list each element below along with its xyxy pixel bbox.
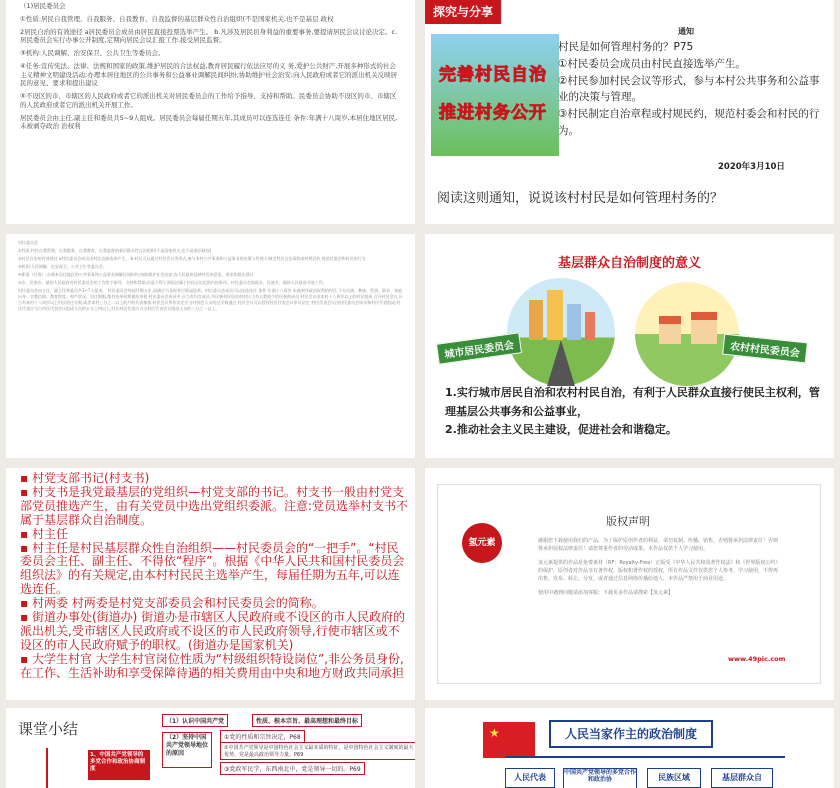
slide3-paragraph: ③机构:人民调解、治安保卫、公共卫生等委员会。 [18, 264, 107, 269]
slide3-paragraph: ⑤乡、民族乡、镇的人民政府对村民委员会的工作给予指导、支持和帮助,但是不得干预依法属于村民自治范围内的事项。村民委员会协助乡、民族乡、镇的人民政府开展工作。 [18, 280, 327, 285]
system-box: 民族区域 [647, 768, 701, 788]
site-link[interactable]: www.49pic.com [728, 655, 786, 663]
copyright-body [538, 537, 778, 603]
summary-item: ③党政军民学，东西南北中，党是领导一切的。P69 [220, 762, 365, 775]
notice-panel [558, 24, 834, 172]
star-icon: ★ [489, 726, 500, 740]
explore-share-tag: 探究与分享 [425, 0, 501, 24]
summary-item: （1）认识中国共产党 [162, 714, 228, 727]
summary-main-box: 1、中国共产党领导的多党合作和政治协商制度 [88, 750, 150, 780]
role-line: ▪ 村主任是村民基层群众性自治组织——村民委员会的“一把手”。“村民委员会主任、副主任、不得依“程序”。根据《中华人民共和国村民委员会组织法》的有关规定,由本村村民民主选举产生，每届任期为五年,可以连选连任。 [20, 540, 405, 597]
slide3-text [6, 234, 415, 312]
summary-connector [46, 748, 48, 788]
slide-political-system[interactable] [425, 708, 834, 788]
slide1-paragraph: ⑤不设区的市、市辖区的人民政府或者它的派出机关对居民委员会的工作给予指导、支持和帮助。民委员会协助不设区的市、市辖区的人民政府或者它的派出机关开展工作。 [20, 92, 397, 109]
banner-line: 完善村民自治 [439, 65, 547, 85]
slide-residents-committee[interactable] [6, 0, 415, 224]
role-line: ▪ 村主任 [20, 526, 68, 541]
copyright-paragraph: 氢元素提供的作品是免费素材（RF：Royalty-Free）正版受《中华人民共和国著作权法》和《世界版权公约》的保护，原创者对作品享有著作权。版权和著作权的授权，所有作品文件仅供您个人参考、学习使用，不得再出售、发布、转让、分发、或者通过信息网络传播给他人，本作品严禁用于商业用途。 [538, 560, 779, 582]
slide-village-roles[interactable] [6, 468, 415, 700]
flag-image [483, 722, 535, 758]
slide3-paragraph: ①性质:村民自我管理、自我服务、自我教育、自我监督的基层群众性自治组织(不是国家机关,也不是基层政权) [18, 248, 212, 253]
slide1-paragraph: 居民委员会由主任,副主任和委员共5~9人组成。居民委员会每届任期五年,其成员可以连选连任 条件:年满十八周岁,本居住地区居民,未被剥夺政治 治权利 [20, 113, 398, 131]
notice-line: ②村民参加村民会议等形式，参与本村公共事务和公益事业的决策与管理。 [558, 74, 820, 104]
slide3-paragraph: ④职务（任务）:办理本居住地区的公共事务和公益事业调解民间纠纷;协助维护社会治安;向人民政府反映村民的意见、要求和提出建议 [18, 272, 254, 277]
role-line: ▪ 村两委 村两委是村党支部委员会和村民委员会的简称。 [20, 596, 324, 611]
summary-item: ①党的性质和宗旨决定，P68 [220, 730, 305, 743]
city-illustration [507, 278, 615, 386]
slide1-paragraph: （1)居民委员会 [20, 2, 66, 10]
notice-header: 通知 [678, 27, 694, 36]
city-committee-ribbon: 城市居民委员会 [436, 332, 522, 364]
copyright-title: 版权声明 [606, 515, 650, 528]
village-banner-image [431, 34, 559, 156]
copyright-paragraph: 使用中遇到问题请添加客服：下载更多作品请搜索【氢元素】 [538, 590, 674, 596]
summary-item: ②中国共产党领导是中国特色社会主义最本质的特征，是中国特色社会主义制度的最大优势。党是最高政治领导力量。P69 [220, 742, 415, 760]
slide3-paragraph: 村民委员会由主任、副主任和委员共3~7人组成。 村民委员会每届任期五年,届满应当及时举行换届选举。村民委员会成员可以连选连任 条件:年满十八周岁 未被剥夺政治权利的村民,不分民族、种族、性别、职业、家庭出身、宗教信仰、教育程度、财产状况、居住期限,都有选举权和被选举权 村民委员会成员中,应当有妇女成员,多民族村民居住的村应当有人数较少的民族的成员 村民会议由本村十八周岁以上的村民组成 召开村民会议,应当有本村十八周岁以上村民的过半数,或者本村三分之二以上的户的代表参加,村民会议所作决定应当经到会人员的过半数通过 村民会议可以授权村民代表会议审议决定 村民代表会议由村民委员会成员和村民代表组成,村民代表应当占村民代表会议组成人员的五分之四以上,妇女村民代表应当占村民代表会议组成人员的三分之一以上。 [18, 288, 403, 311]
village-committee-ribbon: 农村村民委员会 [722, 334, 808, 364]
banner-line: 推进村务公开 [439, 103, 547, 123]
slide1-paragraph: ①性质:居民自我管理、自我服务、自我教育、自我监督的基层群众性自治组织(不是国家机关,也不是基层 政权 [20, 14, 334, 23]
slide-copyright[interactable] [425, 468, 834, 700]
slide4-title: 基层群众自治制度的意义 [557, 256, 701, 271]
notice-line: ①村民委员会成员由村民直接选举产生。 [558, 57, 746, 70]
role-line: ▪ 大学生村官 大学生村官岗位性质为“村级组织特设岗位”,非公务员身份,在工作、生活补助和享受保障待遇的相关费用由中央和地方财政共同承担 [20, 651, 405, 680]
notice-date: 2020年3月10日 [718, 162, 785, 172]
system-connector [505, 756, 785, 758]
notice-line: 村民是如何管理村务的？P75 [558, 41, 694, 53]
significance-point: 1.实行城市居民自治和农村村民自治，有利于人民群众直接行使民主权利，管理基层公共事务和公益事业， [445, 386, 820, 418]
summary-item: 性质、根本宗旨、最高理想和最终目标 [252, 714, 362, 727]
slide-grassroots-significance[interactable] [425, 234, 834, 458]
brand-badge: 氢元素 [462, 523, 502, 563]
slide-explore-share[interactable] [425, 0, 834, 224]
summary-item: （2）坚持中国共产党领导地位的原因 [162, 732, 212, 768]
role-line: ▪ 村党支部书记(村支书) [20, 471, 150, 485]
slide3-paragraph: 村民委员会 [18, 240, 38, 245]
slide1-paragraph: 2居民自治的有效途径 a居民委员会成员由居民直接投票选举产生。 b.凡涉及居民切身利益的重要事务,要提请居民会议讨论决定。c.居民委员会实行办事公开制度,定期向居民会议汇报工作,接受居民监督。 [20, 27, 398, 45]
notice-line: ③村民制定自治章程或村规民约，规范村委会和村民的行为。 [558, 108, 820, 137]
system-box: 人民代表 [505, 768, 555, 788]
system-box: 基层群众自 [711, 768, 773, 788]
slide1-paragraph: ③机构:人民调解、治安保卫、公共卫生等委员会。 [20, 49, 165, 58]
slide1-paragraph: ④任务:宣传宪法、法律、法规和国家的政策,维护居民的合法权益,教育居民履行依法应尽的义 务,爱护公共财产,开展多种形式的社会主义精神文明建设活动;办理本居住地区的公共事务和公益事业调解民间纠纷;协助维护社会治安;向人民政府或者它的派出机关反映居民的意见、要求和提出建议 [20, 61, 398, 88]
role-line: ▪ 村支书是我党最基层的党组织—村党支部的书记。村支书一般由村党支部党员推选产生，由有关党员中选出党组织委派。注意:党员选举村支书不属于基层群众自治制度。 [20, 484, 409, 527]
notice-text [558, 39, 828, 140]
summary-heading: 课堂小结 [18, 720, 79, 738]
copyright-card [437, 484, 821, 684]
copyright-paragraph: 感谢您下载使用我们的产品，为了保护原创作者的利益，请勿复制、传播、销售，否则将承担法律责任！否则将承担侵权法律责任！请您尊重作者的劳动成果。本作品仅供个人学习使用。 [538, 538, 779, 552]
slide-class-summary[interactable] [6, 708, 415, 788]
slide2-question: 阅读这则通知，说说该村村民是如何管理村务的？ [437, 191, 724, 206]
system-box: 中国共产党领导的多党合作和政治协 [563, 768, 637, 788]
political-system-title: 人民当家作主的政治制度 [549, 720, 713, 748]
slide-villagers-committee[interactable] [6, 234, 415, 458]
village-roles-text [20, 472, 410, 681]
significance-point: 2.推动社会主义民主建设，促进社会和谐稳定。 [445, 423, 677, 437]
significance-points [445, 384, 825, 440]
role-line: ▪ 街道办事处(街道办) 街道办是市辖区人民政府或不设区的市人民政府的派出机关,受市辖区人民政府或不设区的市人民政府领导,行使市辖区或不设区的市人民政府赋予的职权。(街道办是国家机关) [20, 610, 406, 652]
slide3-paragraph: ②村民自治的有效途径 a村民委员会成员由村民直接选举产生。 b.村民可以通过村民会议等形式,参与本村公共事务和公益事业的决策与管理 c.制定村民自治章程或村规民约,规范村委会和村民的行为 [18, 256, 366, 261]
slide1-text [6, 0, 415, 131]
